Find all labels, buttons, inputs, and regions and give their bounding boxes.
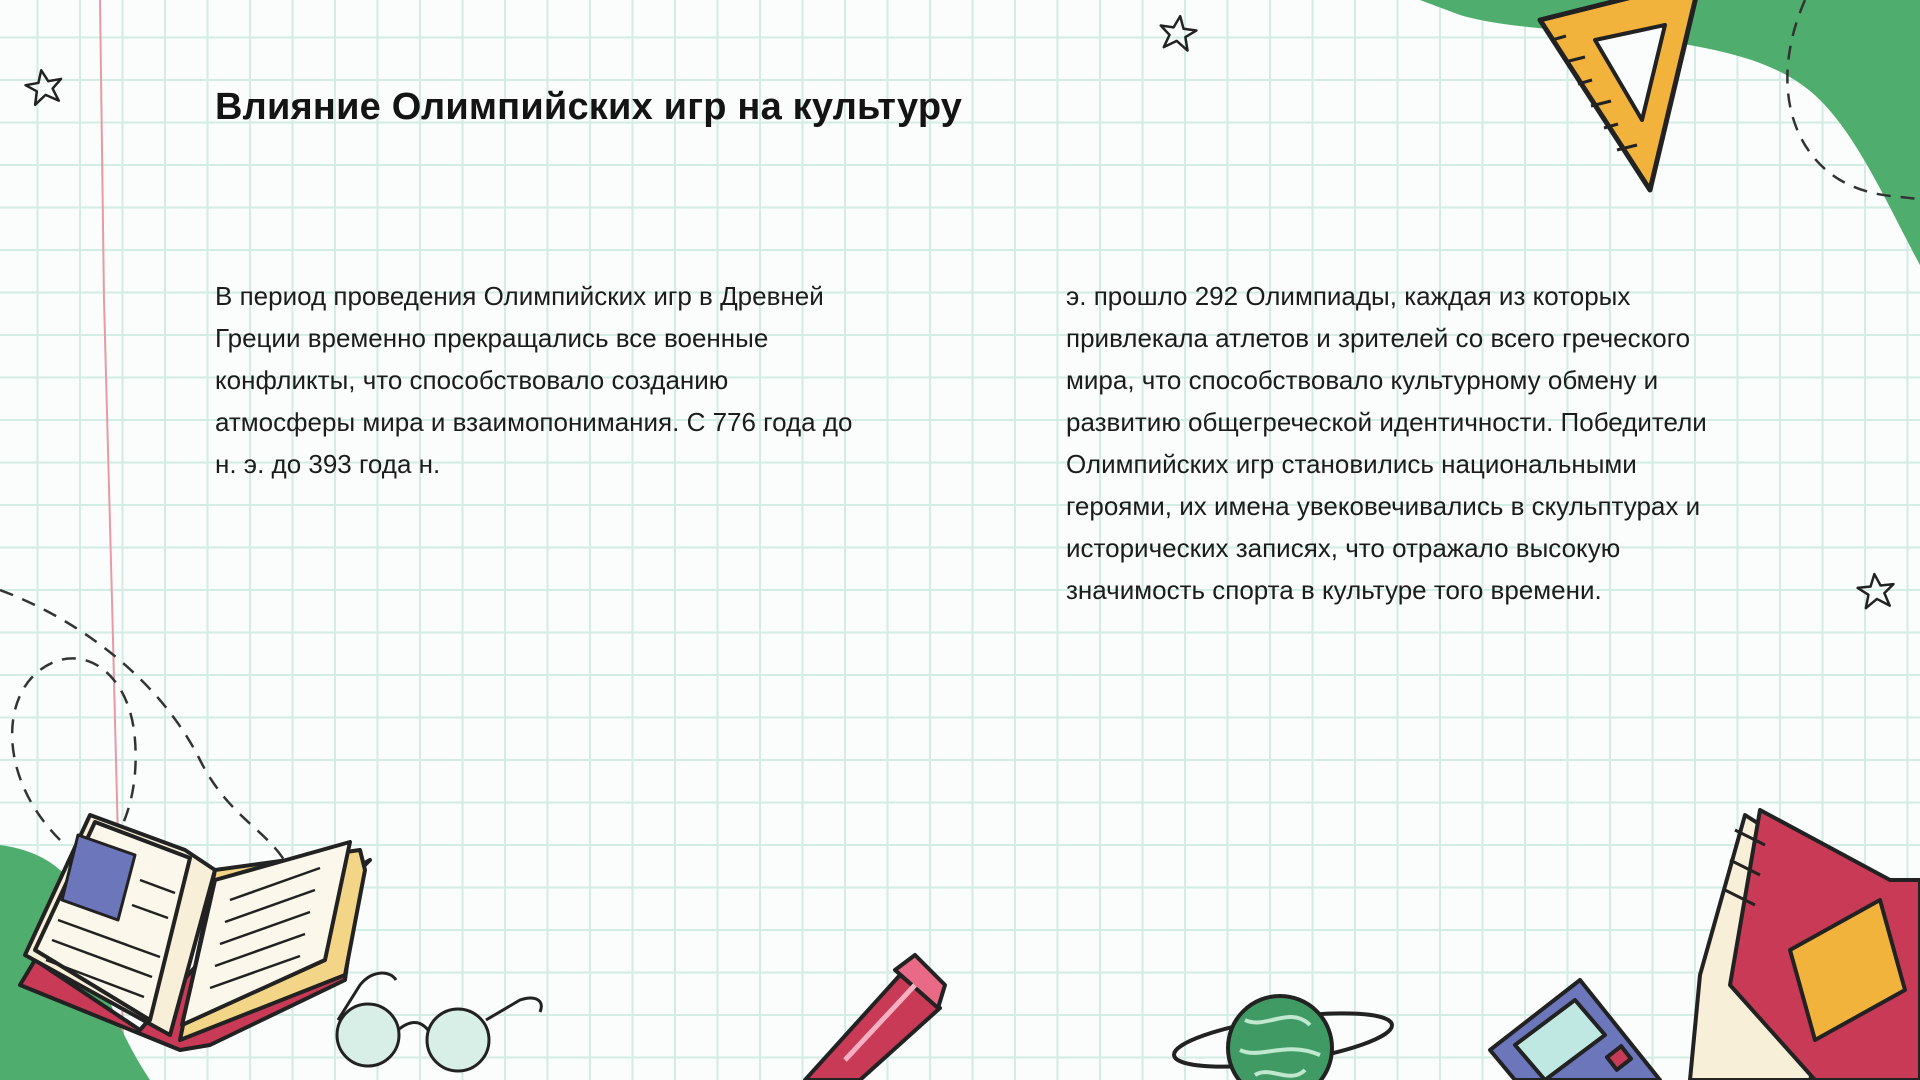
star-icon (1158, 14, 1198, 52)
ruler-triangle-icon (1540, 0, 1700, 190)
dashed-curve-left-2 (12, 658, 136, 840)
globe-icon (1171, 996, 1395, 1080)
text-column-left: В период проведения Олимпийских игр в Древней Греции временно прекращались все военные конфликты, что способствовало созданию атмосферы мира и взаимопонимания. С 776 года до н. э. до 393 года н. (215, 281, 853, 479)
text-column-right: э. прошло 292 Олимпиады, каждая из которых привлекала атлетов и зрителей со всего греческого мира, что способствовало культурному обмену и развитию общегреческой идентичности. Победители Олимпийских игр становились национальными героями, их имена увековечивались в скульптурах и исторических записях, что отражало высокую значимость спорта в культуре того времени. (1066, 281, 1707, 605)
star-icon (1856, 572, 1895, 609)
dashed-curve-left-1 (0, 590, 290, 870)
calculator-icon (1490, 980, 1660, 1080)
star-icon (23, 67, 64, 106)
glasses-icon (337, 973, 541, 1071)
slide-title: Влияние Олимпийских игр на культуру (215, 86, 963, 128)
closed-book-icon (1690, 810, 1920, 1080)
pencil-icon (805, 955, 945, 1080)
